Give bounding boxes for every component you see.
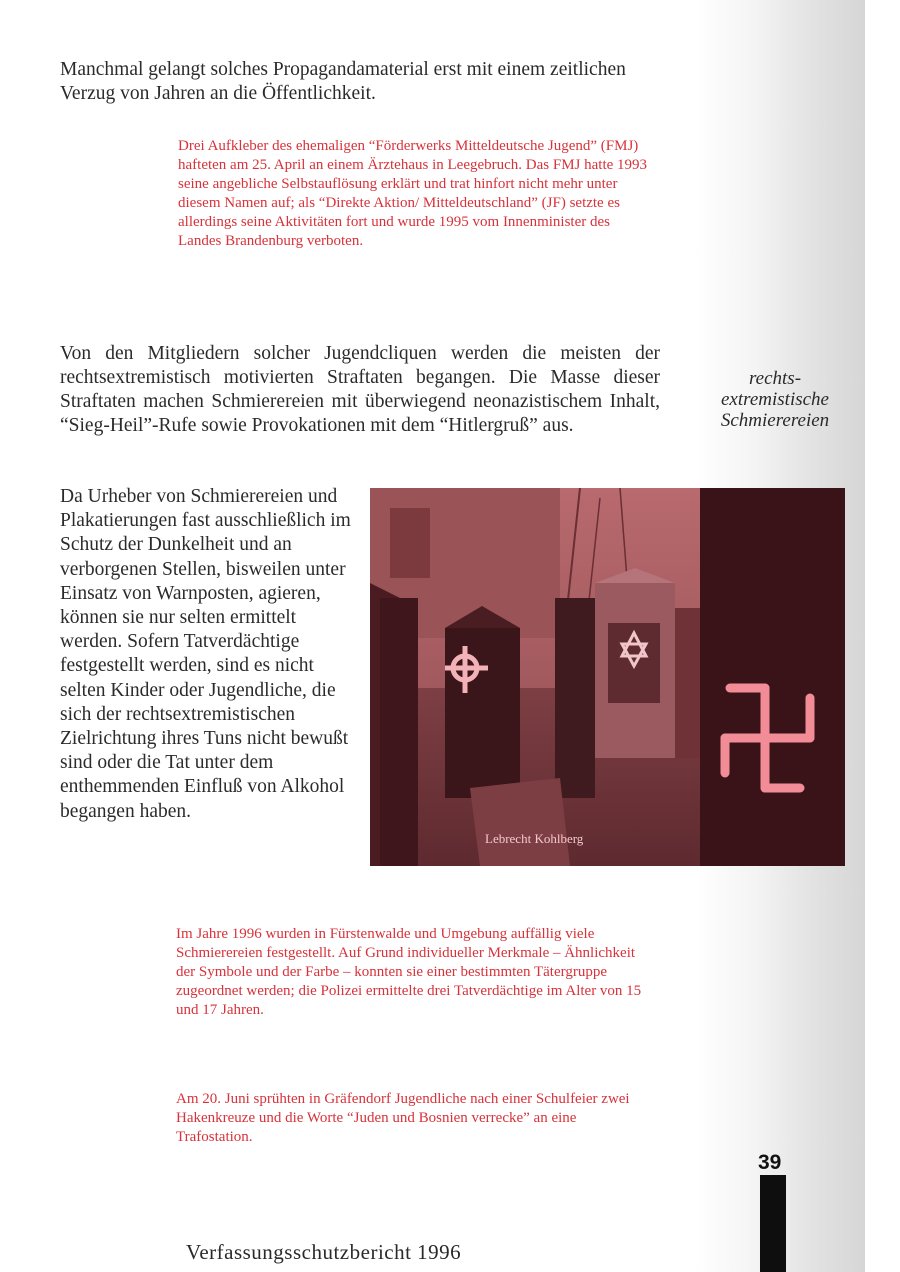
graefendorf-case-box: Am 20. Juni sprühten in Gräfendorf Jugendliche nach einer Schulfeier zwei Hakenkreuze und die Worte “Juden und Bosnien verrecke” an eine Trafostation. [176,1091,630,1145]
cemetery-photo [370,488,845,866]
margin-note: rechts-extremistische Schmierereien [720,368,830,431]
intro-paragraph: Manchmal gelangt solches Propagandamaterial erst mit einem zeitlichen Verzug von Jahren an die Öffentlichkeit. [60,59,626,104]
fmj-case-box: Drei Aufkleber des ehemaligen “Förderwerks Mitteldeutsche Jugend” (FMJ) hafteten am 25. April an einem Ärztehaus in Leegebruch. Das FMJ hatte 1993 seine angebliche Selbstauflösung erklärt und trat hinfort nicht mehr unter diesem Namen auf; als “Direkte Aktion/ Mitteldeutschland” (JF) setzte es allerdings seine Aktivitäten fort und wurde 1995 vom Innenminister des Landes Brandenburg verboten. [178,138,648,249]
tombstone-inscription: Lebrecht Kohlberg [485,831,584,846]
cemetery-photo-illustration [370,488,845,866]
page-number: 39 [758,1151,782,1174]
perpetrators-paragraph: Da Urheber von Schmierereien und Plakatierungen fast ausschließlich im Schutz der Dunkelheit und an verborgenen Stellen, bisweilen unter Einsatz von Warnposten, agieren, können sie nur selten ermittelt werden. Sofern Tatverdächtige festgestellt werden, sind es nicht selten Kinder oder Jugendliche, die sich der rechtsextremistischen Zielrichtung ihres Tuns nicht bewußt sind oder die Tat unter dem enthemmenden Einfluß von Alkohol begangen haben. [60,486,351,822]
footer-title: Verfassungsschutzbericht 1996 [186,1240,462,1264]
youth-cliques-paragraph: Von den Mitgliedern solcher Jugendcliquen werden die meisten der rechtsextremistisch motivierten Straftaten begangen. Die Masse dieser Straftaten machen Schmierereien mit überwiegend neonazistischem Inhalt, “Sieg-Heil”-Rufe sowie Provokationen mit dem “Hitlergruß” aus. [60,343,660,436]
fuerstenwalde-case-box: Im Jahre 1996 wurden in Fürstenwalde und Umgebung auffällig viele Schmierereien festgestellt. Auf Grund individueller Merkmale – Ähnlichkeit der Symbole und der Farbe – konnten sie einer bestimmten Tätergruppe zugeordnet werden; die Polizei ermittelte drei Tatverdächtige im Alter von 15 und 17 Jahren. [176,926,642,1018]
page-bar [760,1175,786,1272]
